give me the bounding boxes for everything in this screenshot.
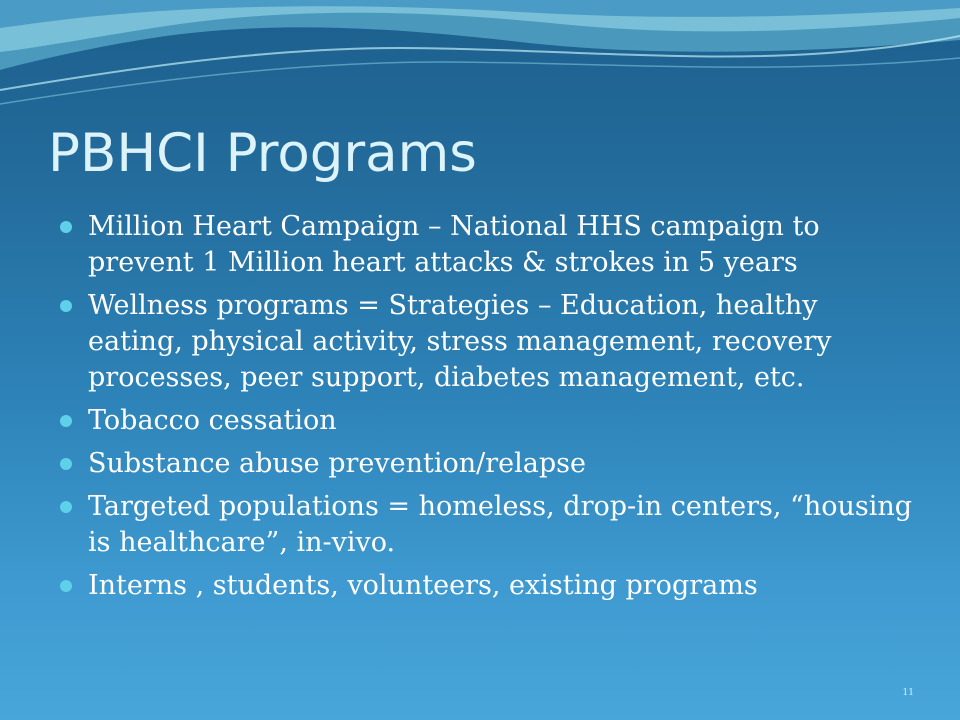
- bullet-item-targeted-populations: [58, 489, 918, 561]
- bullet-icon: [60, 300, 72, 312]
- bullet-item-wellness-programs: [58, 288, 918, 396]
- bullet-item-interns: [58, 568, 918, 604]
- bullet-icon: [60, 580, 72, 592]
- slide-title: PBHCI Programs: [48, 123, 477, 184]
- bullet-item-million-heart: [58, 209, 918, 281]
- wave-decoration: [0, 0, 960, 130]
- bullet-list: [58, 209, 918, 611]
- bullet-icon: [60, 221, 72, 233]
- bullet-item-substance-abuse: [58, 446, 918, 482]
- bullet-text: Million Heart Campaign – National HHS campaign to prevent 1 Million heart attacks & strokes in 5 years: [88, 211, 820, 278]
- bullet-icon: [60, 501, 72, 513]
- bullet-text: Interns , students, volunteers, existing programs: [88, 570, 758, 601]
- bullet-text: Substance abuse prevention/relapse: [88, 448, 586, 479]
- bullet-text: Wellness programs = Strategies – Education, healthy eating, physical activity, stress management, recovery processes, peer support, diabetes management, etc.: [88, 290, 832, 393]
- bullet-icon: [60, 458, 72, 470]
- bullet-text: Tobacco cessation: [88, 405, 337, 436]
- bullet-item-tobacco-cessation: [58, 403, 918, 439]
- bullet-text: Targeted populations = homeless, drop-in centers, “housing is healthcare”, in-vivo.: [88, 491, 913, 558]
- bullet-icon: [60, 415, 72, 427]
- slide-number: 11: [902, 688, 914, 698]
